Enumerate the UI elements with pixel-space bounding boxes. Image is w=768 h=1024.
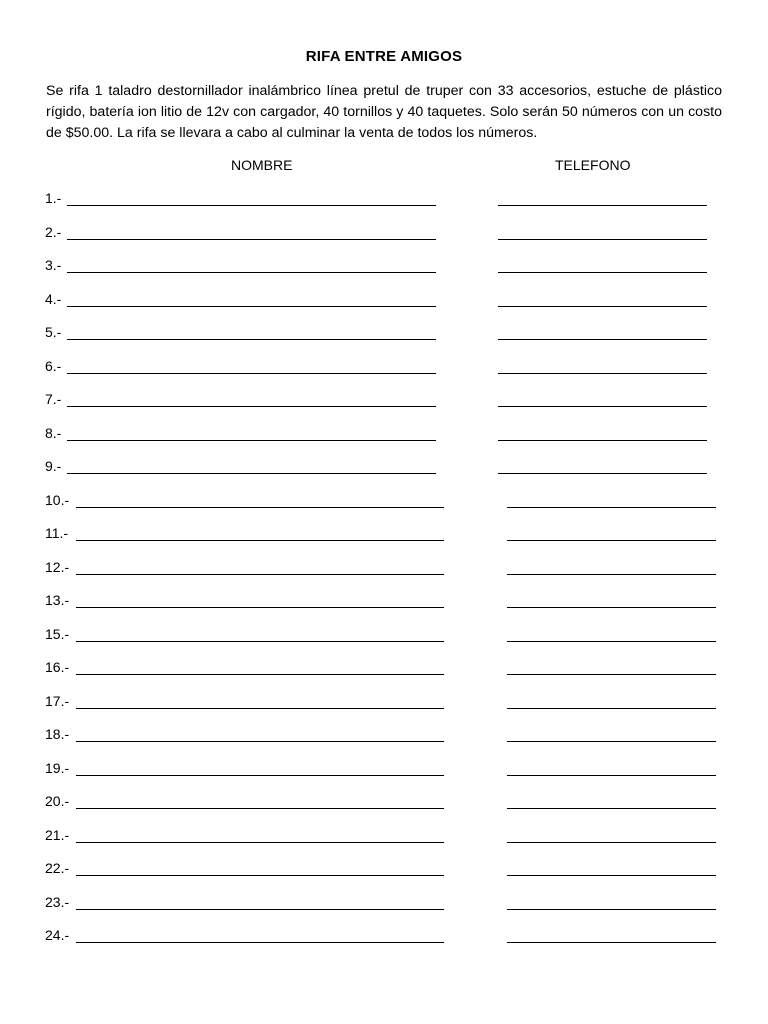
name-blank-line[interactable]	[67, 473, 436, 474]
raffle-description: Se rifa 1 taladro destornillador inalámbrico línea pretul de truper con 33 accesorios, estuche de plástico rígido, batería ion litio de 12v con cargador, 40 tornillos y 40 taquetes. Solo serán 50 números con un costo de $50.00. La rifa se llevara a cabo al culminar la venta de todos los números.	[46, 83, 722, 141]
entry-number: 2.-	[45, 224, 62, 240]
column-header-phone: TELEFONO	[555, 157, 631, 173]
name-blank-line[interactable]	[67, 406, 436, 407]
entry-number: 18.-	[45, 726, 70, 742]
phone-blank-line[interactable]	[498, 406, 707, 407]
phone-blank-line[interactable]	[498, 306, 707, 307]
entry-row	[0, 524, 768, 546]
entry-number: 11.-	[45, 525, 69, 541]
entry-number: 22.-	[45, 860, 70, 876]
phone-blank-line[interactable]	[507, 741, 716, 742]
entry-row	[0, 357, 768, 379]
entry-row	[0, 625, 768, 647]
name-blank-line[interactable]	[67, 339, 436, 340]
entry-row	[0, 591, 768, 613]
entry-number: 3.-	[45, 257, 62, 273]
entry-row	[0, 692, 768, 714]
entry-number: 17.-	[45, 693, 70, 709]
name-blank-line[interactable]	[76, 641, 444, 642]
entry-row	[0, 323, 768, 345]
entry-row	[0, 189, 768, 211]
entry-number: 6.-	[45, 358, 62, 374]
phone-blank-line[interactable]	[507, 641, 716, 642]
entry-number: 10.-	[45, 492, 70, 508]
phone-blank-line[interactable]	[498, 272, 707, 273]
entry-number: 13.-	[45, 592, 70, 608]
document-title: RIFA ENTRE AMIGOS	[305, 48, 463, 65]
phone-blank-line[interactable]	[507, 574, 716, 575]
entry-row	[0, 390, 768, 412]
phone-blank-line[interactable]	[507, 842, 716, 843]
name-blank-line[interactable]	[76, 775, 444, 776]
entry-row	[0, 457, 768, 479]
name-blank-line[interactable]	[76, 741, 444, 742]
entry-row	[0, 290, 768, 312]
column-header-name: NOMBRE	[231, 157, 293, 173]
entry-number: 7.-	[45, 391, 62, 407]
phone-blank-line[interactable]	[507, 674, 716, 675]
name-blank-line[interactable]	[76, 574, 444, 575]
name-blank-line[interactable]	[76, 909, 444, 910]
phone-blank-line[interactable]	[507, 507, 716, 508]
phone-blank-line[interactable]	[507, 909, 716, 910]
phone-blank-line[interactable]	[498, 440, 707, 441]
phone-blank-line[interactable]	[507, 942, 716, 943]
entry-row	[0, 759, 768, 781]
name-blank-line[interactable]	[76, 507, 444, 508]
entry-number: 23.-	[45, 894, 70, 910]
entry-number: 15.-	[45, 626, 70, 642]
phone-blank-line[interactable]	[498, 205, 707, 206]
entry-row	[0, 859, 768, 881]
name-blank-line[interactable]	[67, 205, 436, 206]
entry-row	[0, 558, 768, 580]
name-blank-line[interactable]	[76, 875, 444, 876]
entry-row	[0, 256, 768, 278]
name-blank-line[interactable]	[67, 239, 436, 240]
name-blank-line[interactable]	[67, 272, 436, 273]
phone-blank-line[interactable]	[498, 239, 707, 240]
name-blank-line[interactable]	[76, 607, 444, 608]
entry-row	[0, 658, 768, 680]
name-blank-line[interactable]	[76, 808, 444, 809]
entry-number: 5.-	[45, 324, 62, 340]
entry-number: 19.-	[45, 760, 70, 776]
name-blank-line[interactable]	[76, 942, 444, 943]
name-blank-line[interactable]	[76, 674, 444, 675]
phone-blank-line[interactable]	[498, 373, 707, 374]
entry-number: 12.-	[45, 559, 70, 575]
name-blank-line[interactable]	[67, 373, 436, 374]
entry-row	[0, 424, 768, 446]
phone-blank-line[interactable]	[498, 473, 707, 474]
phone-blank-line[interactable]	[507, 607, 716, 608]
name-blank-line[interactable]	[67, 306, 436, 307]
entry-row	[0, 893, 768, 915]
phone-blank-line[interactable]	[507, 875, 716, 876]
entry-number: 4.-	[45, 291, 62, 307]
entry-number: 9.-	[45, 458, 62, 474]
entry-number: 8.-	[45, 425, 62, 441]
entry-number: 24.-	[45, 927, 70, 943]
entry-row	[0, 491, 768, 513]
name-blank-line[interactable]	[76, 540, 444, 541]
phone-blank-line[interactable]	[507, 540, 716, 541]
phone-blank-line[interactable]	[507, 775, 716, 776]
entry-row	[0, 725, 768, 747]
name-blank-line[interactable]	[67, 440, 436, 441]
phone-blank-line[interactable]	[498, 339, 707, 340]
entry-number: 20.-	[45, 793, 70, 809]
entry-number: 1.-	[45, 190, 62, 206]
entry-row	[0, 223, 768, 245]
entry-row	[0, 926, 768, 948]
phone-blank-line[interactable]	[507, 808, 716, 809]
entry-row	[0, 826, 768, 848]
phone-blank-line[interactable]	[507, 708, 716, 709]
entry-number: 16.-	[45, 659, 70, 675]
entry-number: 21.-	[45, 827, 70, 843]
name-blank-line[interactable]	[76, 842, 444, 843]
entry-row	[0, 792, 768, 814]
name-blank-line[interactable]	[76, 708, 444, 709]
